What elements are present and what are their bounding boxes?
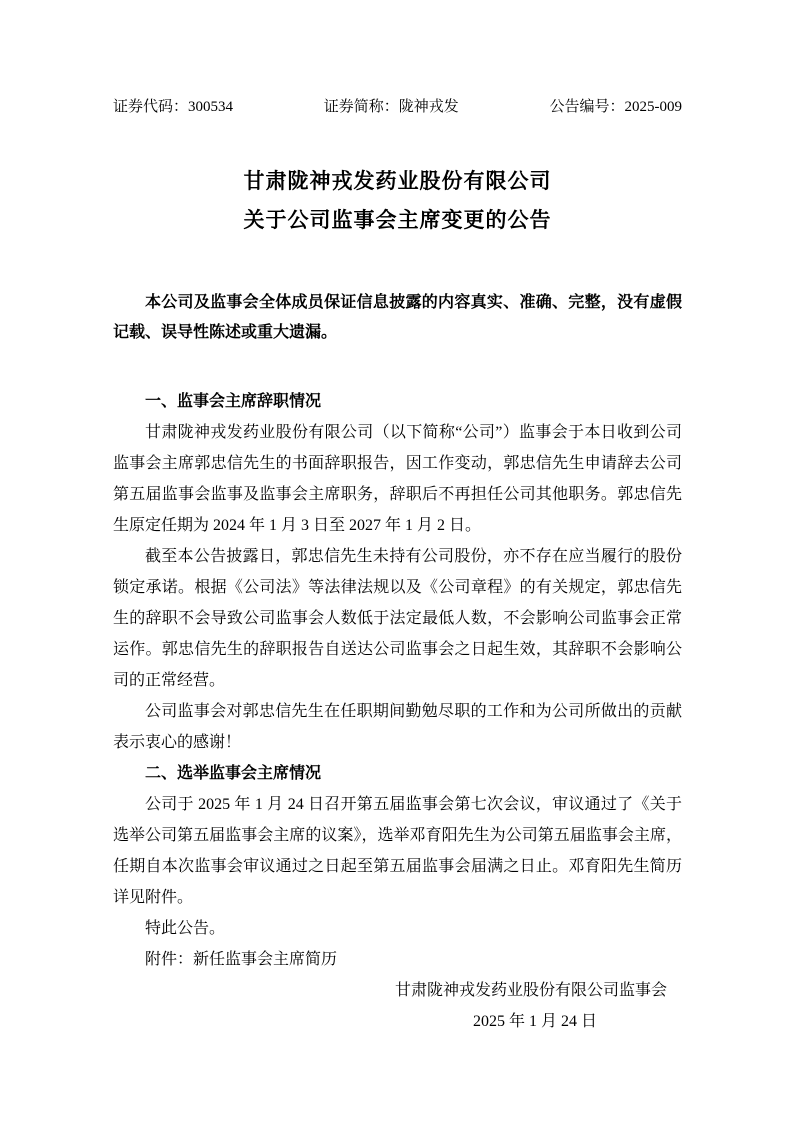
section-2-heading: 二、选举监事会主席情况 — [145, 765, 322, 782]
paragraph-resignation-notice: 甘肃陇神戎发药业股份有限公司（以下简称“公司”）监事会于本日收到公司监事会主席郭忠信先生的书面辞职报告，因工作变动，郭忠信先生申请辞去公司第五届监事会监事及监事会主席职务，辞职后不再担任公司其他职务。郭忠信先生原定任期为 2024 年 1 月 3 日至 2027 年 1 月 2 日。 — [113, 424, 682, 534]
attachment-note: 附件：新任监事会主席简历 — [145, 951, 338, 968]
paragraph-election: 公司于 2025 年 1 月 24 日召开第五届监事会第七次会议，审议通过了《关于选举公司第五届监事会主席的议案》，选举邓育阳先生为公司第五届监事会主席，任期自本次监事会审议通过之日起至第五届监事会届满之日止。邓育阳先生简历详见附件。 — [113, 796, 682, 906]
stock-name: 证券简称：陇神戎发 — [323, 99, 459, 115]
announcement-title: 关于公司监事会主席变更的公告 — [243, 208, 552, 232]
closing-notice: 特此公告。 — [145, 920, 226, 937]
integrity-statement: 本公司及监事会全体成员保证信息披露的内容真实、准确、完整，没有虚假记载、误导性陈述或重大遗漏。 — [113, 294, 682, 341]
document-header — [113, 97, 682, 117]
stock-code: 证券代码：300534 — [113, 99, 234, 115]
section-1-heading: 一、监事会主席辞职情况 — [145, 393, 322, 410]
announcement-number: 公告编号：2025-009 — [549, 99, 682, 115]
paragraph-gratitude: 公司监事会对郭忠信先生在任职期间勤勉尽职的工作和为公司所做出的贡献表示衷心的感谢！ — [113, 703, 682, 751]
signature-company: 甘肃陇神戎发药业股份有限公司监事会 — [394, 982, 667, 999]
company-name-title: 甘肃陇神戎发药业股份有限公司 — [243, 169, 552, 193]
signature-date: 2025 年 1 月 24 日 — [472, 1013, 597, 1030]
paragraph-resignation-effect: 截至本公告披露日，郭忠信先生未持有公司股份，亦不存在应当履行的股份锁定承诺。根据《公司法》等法律法规以及《公司章程》的有关规定，郭忠信先生的辞职不会导致公司监事会人数低于法定最低人数，不会影响公司监事会正常运作。郭忠信先生的辞职报告自送达公司监事会之日起生效，其辞职不会影响公司的正常经营。 — [113, 548, 682, 689]
